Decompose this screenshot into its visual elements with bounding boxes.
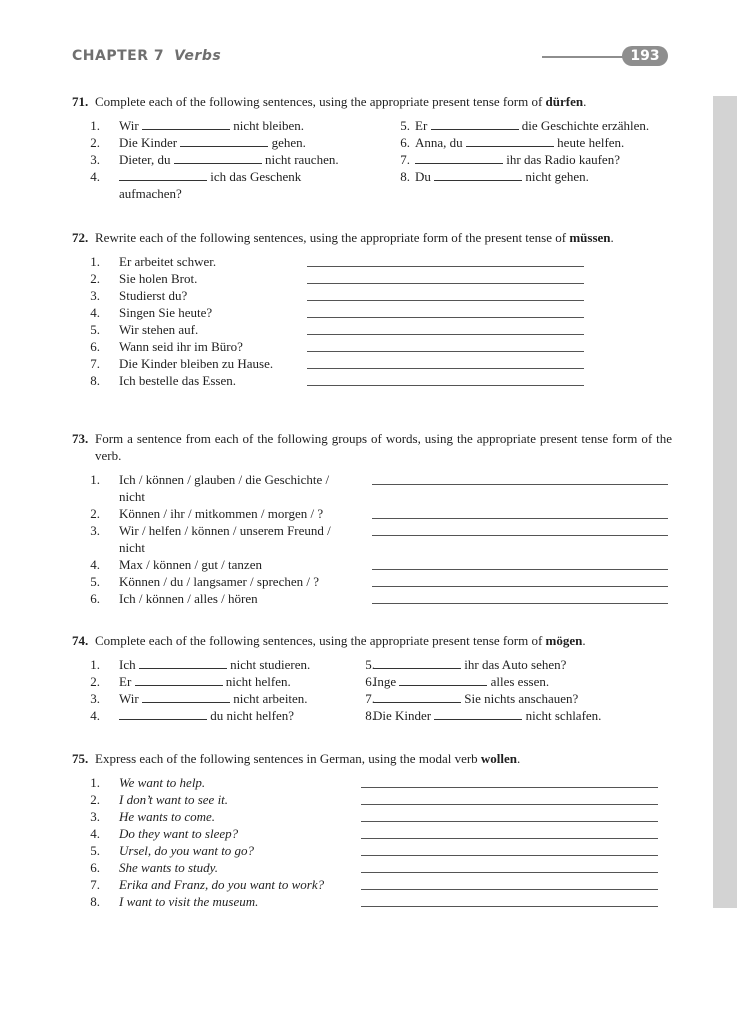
answer-line[interactable] — [307, 385, 584, 386]
list-item: 2. I don’t want to see it. — [72, 791, 672, 808]
answer-line[interactable] — [307, 266, 584, 267]
answer-blank[interactable] — [415, 152, 503, 164]
answer-line[interactable] — [372, 484, 668, 485]
answer-line[interactable] — [361, 855, 658, 856]
answer-line[interactable] — [361, 821, 658, 822]
list-item: 7. Sie nichts anschauen? — [365, 691, 579, 706]
list-item: 6. Inge alles essen. — [365, 674, 550, 689]
exercise-71-instruction: 71. Complete each of the following sentences, using the appropriate present tense form of dürfen. — [72, 94, 587, 109]
answer-line[interactable] — [372, 586, 668, 587]
list-item: 6. Anna, du heute helfen. — [400, 135, 625, 150]
list-item: 6. She wants to study. — [72, 859, 672, 876]
list-item: 8. Die Kinder nicht schlafen. — [365, 708, 602, 723]
answer-blank[interactable] — [142, 118, 230, 130]
answer-line[interactable] — [361, 906, 658, 907]
section-title: Verbs — [174, 48, 222, 64]
list-item: 8. I want to visit the museum. — [72, 893, 672, 910]
exercise-71 — [72, 93, 672, 201]
target-verb: mögen — [545, 633, 583, 648]
answer-line[interactable] — [307, 283, 584, 284]
answer-line[interactable] — [372, 518, 668, 519]
answer-line[interactable] — [361, 804, 658, 805]
list-item: 3. He wants to come. — [72, 808, 672, 825]
exercise-number: 75. — [72, 751, 89, 766]
answer-blank[interactable] — [119, 169, 207, 181]
list-item: 2. Können / ihr / mitkommen / morgen / ? — [72, 505, 672, 522]
list-item: 4. Max / können / gut / tanzen — [72, 556, 672, 573]
answer-line[interactable] — [307, 300, 584, 301]
exercise-73 — [72, 430, 672, 607]
list-item: 2. Er nicht helfen. — [90, 674, 291, 689]
answer-blank[interactable] — [174, 152, 262, 164]
list-item: 6. Ich / können / alles / hören — [72, 590, 672, 607]
answer-blank[interactable] — [434, 169, 522, 181]
exercise-number: 72. — [72, 230, 89, 245]
side-thumb-tab — [713, 96, 737, 908]
answer-line[interactable] — [307, 317, 584, 318]
list-item: 4. Singen Sie heute? — [72, 304, 672, 321]
header-rule — [542, 56, 632, 58]
page-number: 193 — [622, 46, 668, 66]
answer-blank[interactable] — [142, 691, 230, 703]
list-item: 2. Sie holen Brot. — [72, 270, 672, 287]
list-item: 3. Wir nicht arbeiten. — [90, 691, 308, 706]
exercise-number: 71. — [72, 94, 89, 109]
answer-line[interactable] — [307, 368, 584, 369]
answer-blank[interactable] — [373, 691, 461, 703]
list-item: 7. Die Kinder bleiben zu Hause. — [72, 355, 672, 372]
list-item: 1. Wir nicht bleiben. — [90, 118, 304, 133]
exercise-73-instruction: 73. Form a sentence from each of the following groups of words, using the appropriate present tense form of the verb. — [72, 431, 672, 463]
list-item: 2. Die Kinder gehen. — [90, 135, 306, 150]
answer-line[interactable] — [361, 872, 658, 873]
list-item: 5. Wir stehen auf. — [72, 321, 672, 338]
answer-line[interactable] — [307, 334, 584, 335]
answer-blank[interactable] — [119, 708, 207, 720]
list-item: 1. Er arbeitet schwer. — [72, 253, 672, 270]
answer-line[interactable] — [372, 535, 668, 536]
list-item: 4. du nicht helfen? — [90, 708, 294, 723]
list-item: 1. We want to help. — [72, 774, 672, 791]
list-item: 1. Ich nicht studieren. — [90, 657, 311, 672]
list-item: 4. Do they want to sleep? — [72, 825, 672, 842]
exercise-75 — [72, 750, 672, 910]
exercise-75-instruction: 75. Express each of the following sentences in German, using the modal verb wollen. — [72, 751, 521, 766]
exercise-72 — [72, 229, 672, 389]
list-item: 3. Studierst du? — [72, 287, 672, 304]
answer-blank[interactable] — [135, 674, 223, 686]
target-verb: wollen — [480, 751, 518, 766]
answer-blank[interactable] — [434, 708, 522, 720]
list-item: 5. ihr das Auto sehen? — [365, 657, 567, 672]
exercise-72-instruction: 72. Rewrite each of the following sentences, using the appropriate form of the present tense of müssen. — [72, 230, 614, 245]
target-verb: müssen — [569, 230, 611, 245]
page-header — [72, 47, 672, 67]
answer-line[interactable] — [361, 787, 658, 788]
list-item: 7. ihr das Radio kaufen? — [400, 152, 620, 167]
answer-blank[interactable] — [139, 657, 227, 669]
answer-blank[interactable] — [431, 118, 519, 130]
answer-line[interactable] — [361, 889, 658, 890]
answer-blank[interactable] — [399, 674, 487, 686]
answer-blank[interactable] — [373, 657, 461, 669]
list-item: 5. Er die Geschichte erzählen. — [400, 118, 650, 133]
answer-blank[interactable] — [180, 135, 268, 147]
answer-line[interactable] — [372, 569, 668, 570]
list-item: 7. Erika and Franz, do you want to work? — [72, 876, 672, 893]
list-item: 3. Dieter, du nicht rauchen. — [90, 152, 339, 167]
exercise-74-instruction: 74. Complete each of the following sentences, using the appropriate present tense form of mögen. — [72, 633, 586, 648]
list-item: 8. Ich bestelle das Essen. — [72, 372, 672, 389]
exercise-number: 73. — [72, 431, 89, 446]
chapter-title: CHAPTER 7 Verbs — [72, 48, 222, 64]
answer-line[interactable] — [361, 838, 658, 839]
answer-blank[interactable] — [466, 135, 554, 147]
list-item: 6. Wann seid ihr im Büro? — [72, 338, 672, 355]
list-item: 5. Ursel, do you want to go? — [72, 842, 672, 859]
list-item: 5. Können / du / langsamer / sprechen / ? — [72, 573, 672, 590]
exercise-74 — [72, 632, 672, 724]
exercise-number: 74. — [72, 633, 89, 648]
list-item: 1. Ich / können / glauben / die Geschichte / nicht — [72, 471, 672, 505]
answer-line[interactable] — [307, 351, 584, 352]
list-item: 3. Wir / helfen / können / unserem Freund / nicht — [72, 522, 672, 556]
answer-line[interactable] — [372, 603, 668, 604]
target-verb: dürfen — [545, 94, 584, 109]
list-item: 4. ich das Geschenk aufmachen? — [90, 169, 302, 201]
list-item: 8. Du nicht gehen. — [400, 169, 589, 184]
